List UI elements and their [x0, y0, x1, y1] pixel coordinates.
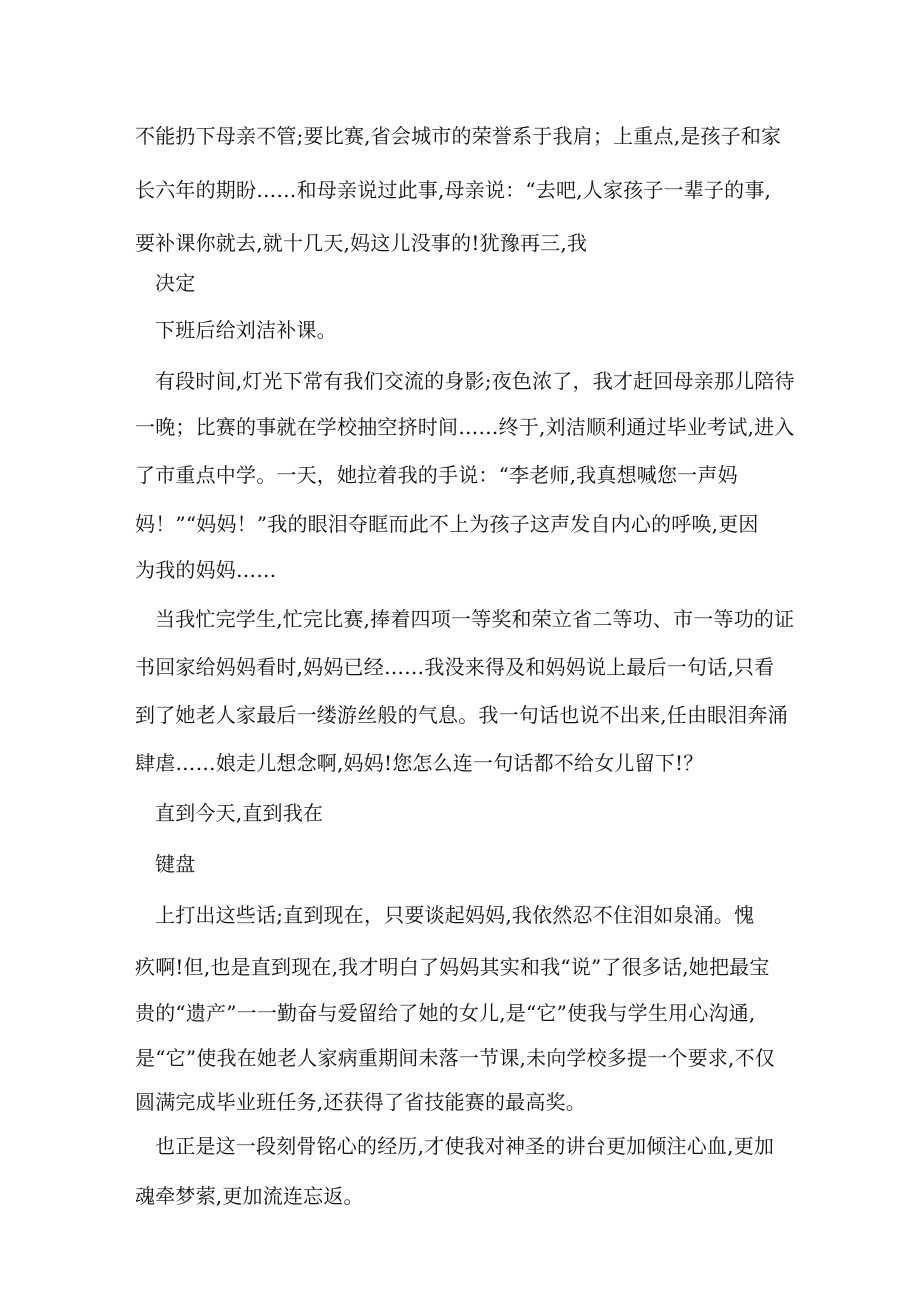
- text-line: 妈！”“妈妈！”我的眼泪夺眶而此不上为孩子这声发自内心的呼唤,更因: [135, 512, 759, 536]
- text-line: 为我的妈妈……: [135, 558, 277, 582]
- text-line: 贵的“遗产”一一勤奋与爱留给了她的女儿,是“它”使我与学生用心沟通,: [135, 1001, 756, 1025]
- text-line: 当我忙完学生,忙完比赛,捧着四项一等奖和荣立省二等功、市一等功的证: [155, 607, 795, 631]
- text-line: 也正是这一段刻骨铭心的经历,才使我对神圣的讲台更加倾注心血,更加: [155, 1134, 775, 1158]
- text-line: 键盘: [155, 852, 196, 876]
- text-line: 有段时间,灯光下常有我们交流的身影;夜色浓了，我才赶回母亲那儿陪待: [155, 369, 795, 393]
- text-line: 下班后给刘洁补课。: [155, 318, 337, 342]
- text-line: 魂牵梦萦,更加流连忘返。: [135, 1184, 364, 1208]
- text-line: 上打出这些话;直到现在，只要谈起妈妈,我依然忍不住泪如泉涌。愧: [155, 903, 755, 927]
- text-line: 直到今天,直到我在: [155, 801, 324, 825]
- text-line: 疚啊!但,也是直到现在,我才明白了妈妈其实和我“说”了很多话,她把最宝: [135, 955, 770, 979]
- text-line: 书回家给妈妈看时,妈妈已经……我没来得及和妈妈说上最后一句话,只看: [135, 655, 775, 679]
- text-line: 决定: [155, 271, 196, 295]
- text-line: 到了她老人家最后一缕游丝般的气息。我一句话也说不出来,任由眼泪奔涌: [135, 703, 788, 727]
- text-line: 不能扔下母亲不管;要比赛,省会城市的荣誉系于我肩；上重点,是孩子和家: [135, 124, 782, 148]
- text-line: 圆满完成毕业班任务,还获得了省技能赛的最高奖。: [135, 1090, 586, 1114]
- text-line: 是“它”使我在她老人家病重期间未落一节课,未向学校多提一个要求,不仅: [135, 1046, 775, 1070]
- text-line: 了市重点中学。一天，她拉着我的手说：“李老师,我真想喊您一声妈: [135, 463, 738, 487]
- text-line: 肆虐……娘走儿想念啊,妈妈!您怎么连一句话都不给女儿留下!？: [135, 751, 704, 775]
- text-line: 长六年的期盼……和母亲说过此事,母亲说：“去吧,人家孩子一辈子的事,: [135, 178, 772, 202]
- text-line: 一晚；比赛的事就在学校抽空挤时间……终于,刘洁顺利通过毕业考试,进入: [135, 415, 795, 439]
- text-line: 要补课你就去,就十几天,妈这儿没事的!犹豫再三,我: [135, 231, 588, 255]
